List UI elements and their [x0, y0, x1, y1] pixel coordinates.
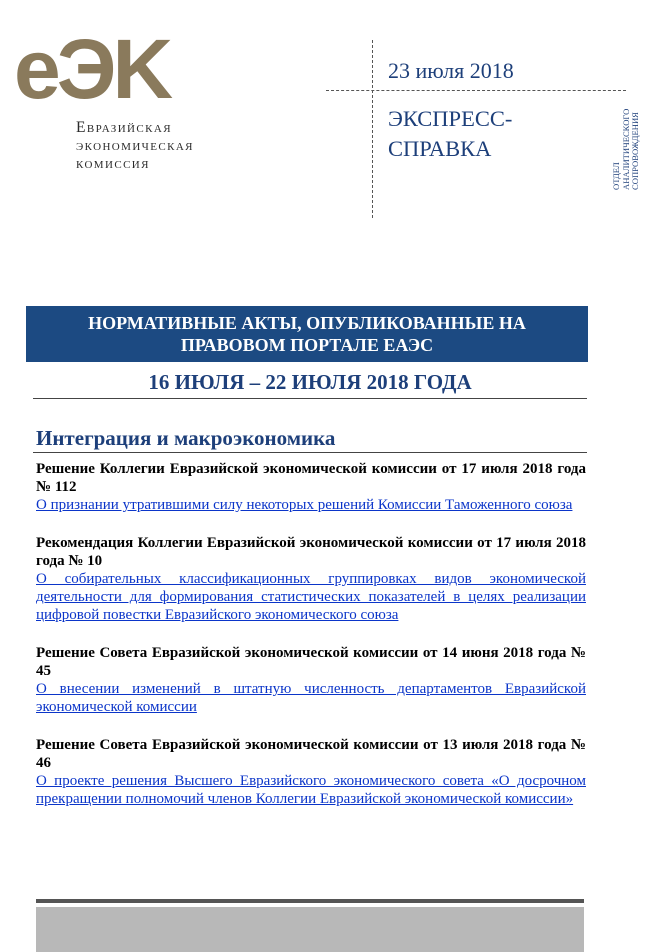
act-title: Решение Совета Евразийской экономической комиссии от 14 июня 2018 года № 45 — [36, 645, 586, 679]
act-link[interactable]: О признании утратившими силу некоторых решений Комиссии Таможенного союза — [36, 497, 573, 513]
report-date: 23 июля 2018 — [388, 58, 514, 83]
list-item — [36, 644, 586, 716]
act-link[interactable]: О внесении изменений в штатную численность департаментов Евразийской экономической комиссии — [36, 681, 586, 715]
header-horizontal-divider — [326, 90, 626, 91]
banner-line-2: ПРАВОВОМ ПОРТАЛЕ ЕАЭС — [180, 335, 434, 355]
banner-line-1: НОРМАТИВНЫЕ АКТЫ, ОПУБЛИКОВАННЫЕ НА — [88, 313, 526, 333]
act-title: Решение Совета Евразийской экономической комиссии от 13 июля 2018 года № 46 — [36, 737, 586, 771]
eek-logo — [14, 36, 224, 104]
section-rule — [33, 452, 587, 453]
act-title: Решение Коллегии Евразийской экономической комиссии от 17 июля 2018 года № 112 — [36, 461, 586, 495]
logo-mark-text: eЭK — [14, 36, 170, 104]
list-item — [36, 460, 586, 514]
document-type-line-1: ЭКСПРЕСС- — [388, 106, 513, 131]
header-vertical-divider — [372, 40, 373, 218]
list-item — [36, 534, 586, 624]
period-rule — [33, 398, 587, 399]
department-label — [612, 90, 646, 190]
department-line-1: ОТДЕЛ — [611, 162, 621, 190]
list-item — [36, 736, 586, 808]
act-link[interactable]: О собирательных классификационных группировках видов экономической деятельности для формирования статистических показателей в целях реализации цифровой повестки Евразийского экономического союза — [36, 571, 586, 623]
footer-band — [36, 907, 584, 952]
footer-rule — [36, 899, 584, 903]
document-type — [388, 104, 512, 164]
department-line-2: АНАЛИТИЧЕСКОГО — [620, 108, 631, 190]
title-banner — [26, 306, 588, 362]
period-heading: 16 ИЮЛЯ – 22 ИЮЛЯ 2018 ГОДА — [148, 370, 472, 394]
org-name-line-2: экономическая — [76, 137, 194, 154]
org-name — [76, 119, 194, 173]
document-type-line-2: СПРАВКА — [388, 136, 492, 161]
act-title: Рекомендация Коллегии Евразийской экономической комиссии от 17 июля 2018 года № 10 — [36, 535, 586, 569]
acts-list — [36, 460, 586, 828]
act-link[interactable]: О проекте решения Высшего Евразийского экономического совета «О досрочном прекращении полномочий членов Коллегии Евразийской экономической комиссии» — [36, 773, 586, 807]
section-title: Интеграция и макроэкономика — [36, 426, 336, 450]
org-name-line-1: Евразийская — [76, 119, 172, 136]
department-line-3: СОПРОВОЖДЕНИЯ — [630, 112, 640, 190]
org-name-line-3: комиссия — [76, 155, 150, 172]
